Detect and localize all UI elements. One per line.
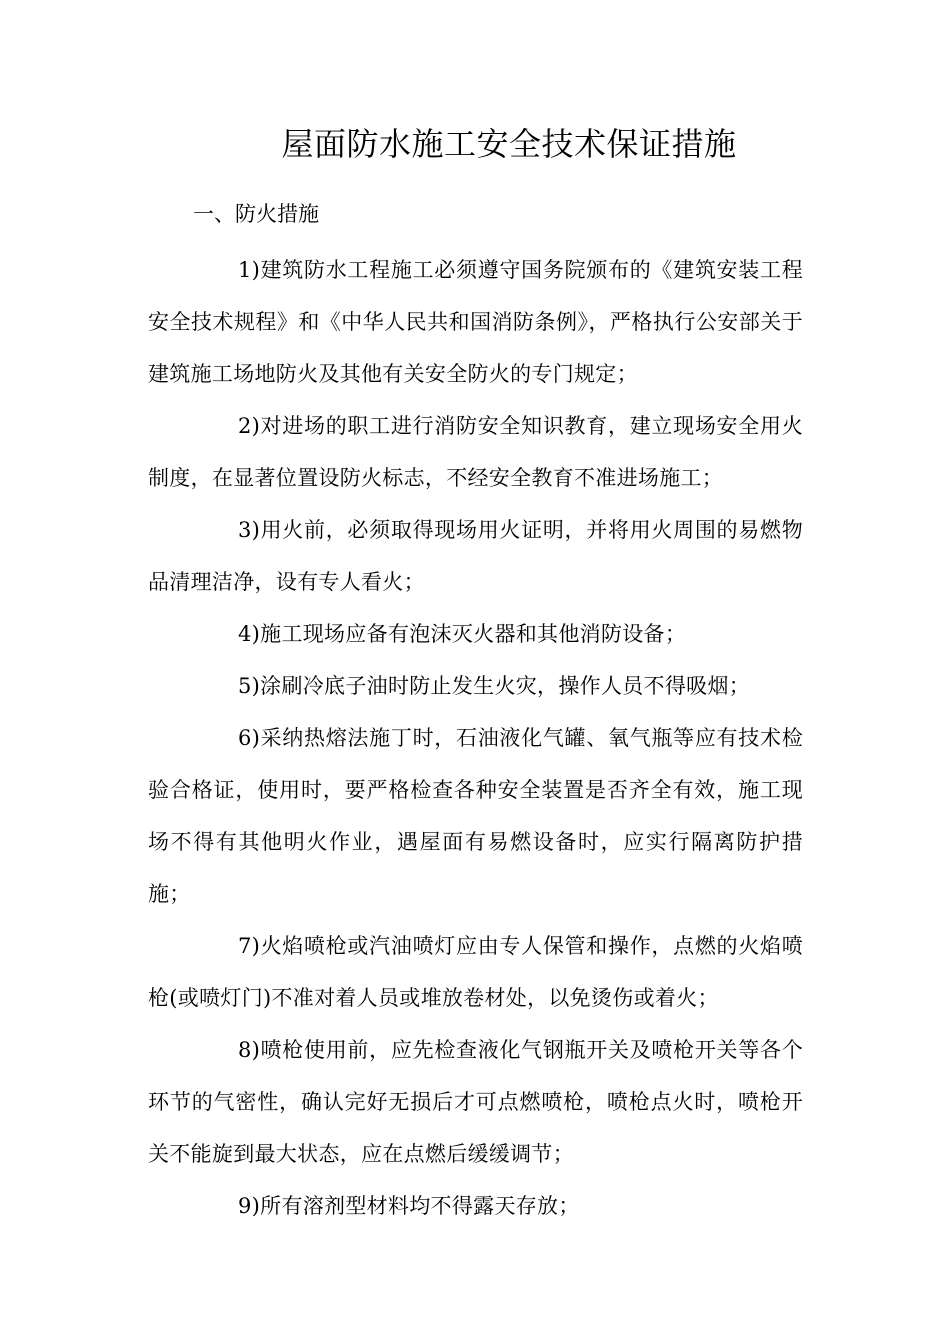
paragraph-item-9: 9)所有溶剂型材料均不得露天存放； <box>238 1194 580 1218</box>
document-title: 屋面防水施工安全技术保证措施 <box>281 125 737 163</box>
paragraph-item-7: 7)火焰喷枪或汽油喷灯应由专人保管和操作，点燃的火焰喷枪(或喷灯门)不准对着人员或堆放卷材处，以免烫伤或着火； <box>148 934 803 1010</box>
paragraph-item-2: 2)对进场的职工进行消防安全知识教育，建立现场安全用火制度，在显著位置设防火标志，不经安全教育不准进场施工； <box>148 414 803 490</box>
section-heading-fire-prevention: 一、防火措施 <box>193 202 319 226</box>
paragraph-item-8: 8)喷枪使用前，应先检查液化气钢瓶开关及喷枪开关等各个环节的气密性，确认完好无损后才可点燃喷枪，喷枪点火时，喷枪开关不能旋到最大状态，应在点燃后缓缓调节； <box>148 1038 803 1166</box>
document-body <box>148 244 803 1232</box>
paragraph-item-5: 5)涂刷冷底子油时防止发生火灾，操作人员不得吸烟； <box>238 674 751 698</box>
paragraph-item-3: 3)用火前，必须取得现场用火证明，并将用火周围的易燃物品清理洁净，设有专人看火； <box>148 518 803 594</box>
paragraph-item-4: 4)施工现场应备有泡沫灭火器和其他消防设备； <box>238 622 687 646</box>
paragraph-item-6: 6)采纳热熔法施丁时，石油液化气罐、氧气瓶等应有技术检验合格证，使用时，要严格检查各种安全装置是否齐全有效，施工现场不得有其他明火作业，遇屋面有易燃设备时，应实行隔离防护措施； <box>148 726 803 906</box>
paragraph-item-1: 1)建筑防水工程施工必须遵守国务院颁布的《建筑安装工程安全技术规程》和《中华人民共和国消防条例》，严格执行公安部关于建筑施工场地防火及其他有关安全防火的专门规定； <box>148 258 803 386</box>
